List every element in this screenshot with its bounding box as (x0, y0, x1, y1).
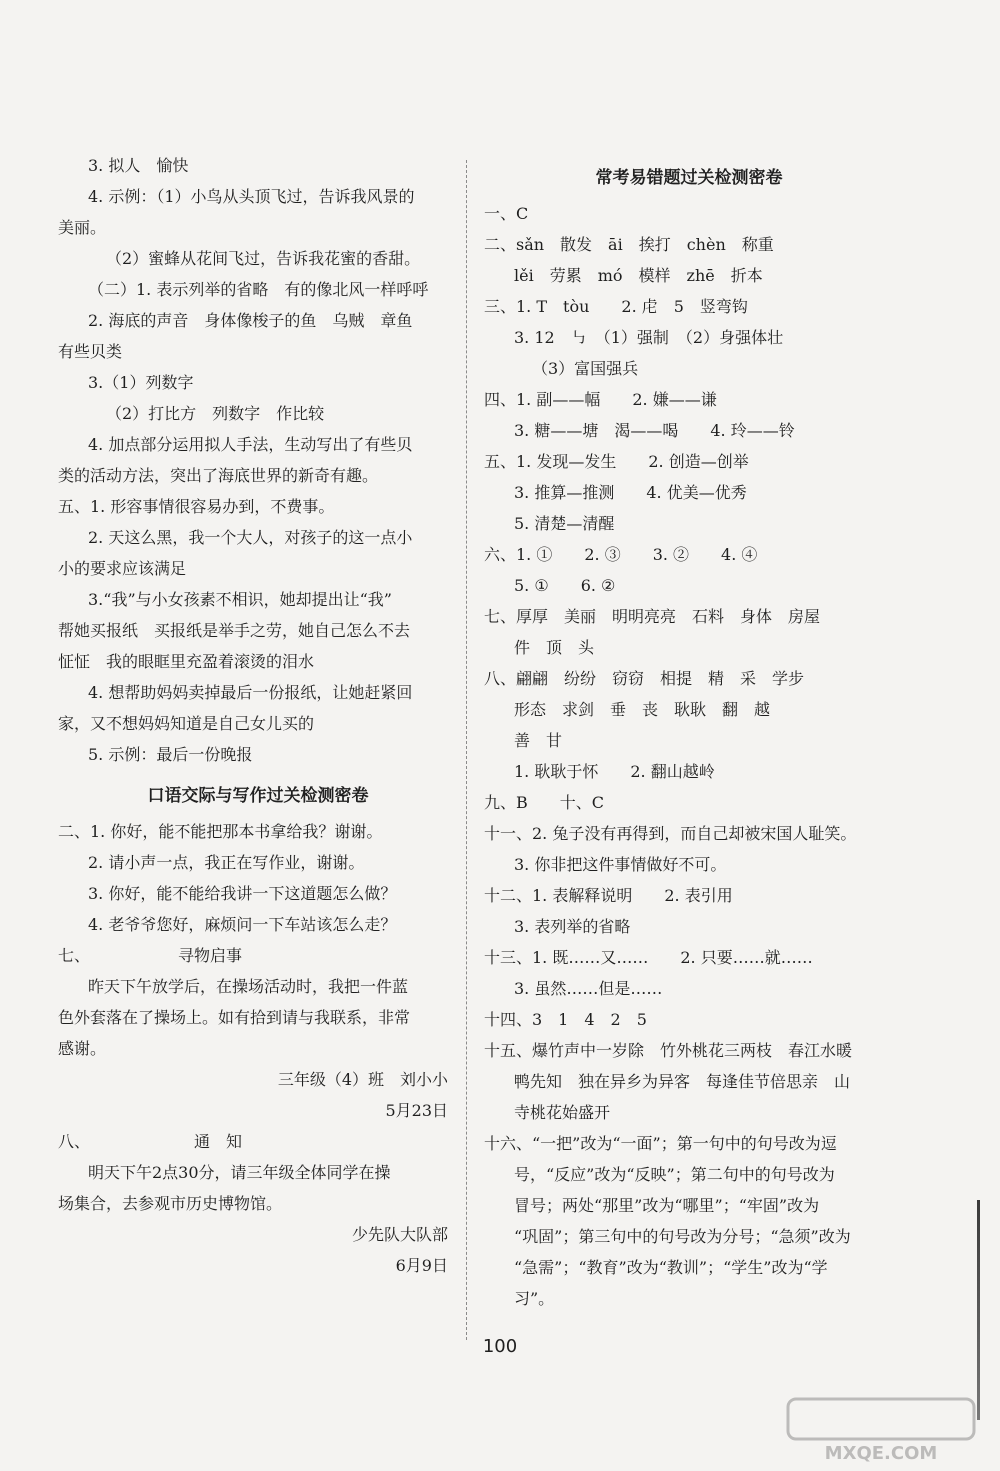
answer-line: 怔怔 我的眼眶里充盈着滚烫的泪水 (58, 652, 315, 671)
answer-line: （二）1. 表示列举的省略 有的像北风一样呼呼 (88, 280, 429, 299)
answer-line: 小的要求应该满足 (58, 559, 187, 578)
answer-line: 十一、2. 兔子没有再得到，而自己却被宋国人耻笑。 (484, 824, 857, 843)
answer-line: 4. 老爷爷您好，麻烦问一下车站该怎么走？ (88, 915, 397, 934)
answer-line: 5. 示例：最后一份晚报 (88, 745, 253, 764)
page-number: 100 (482, 1336, 518, 1357)
answer-line: 冒号；两处“那里”改为“哪里”；“牢固”改为 (514, 1196, 820, 1215)
answer-line: 类的活动方法，突出了海底世界的新奇有趣。 (58, 466, 379, 485)
answer-line: 十三、1. 既……又…… 2. 只要……就…… (484, 948, 813, 967)
answer-line: 3. 表列举的省略 (514, 917, 631, 936)
answer-line: 5. ① 6. ② (514, 576, 616, 595)
answer-line: 号，“反应”改为“反映”；第二句中的句号改为 (514, 1165, 835, 1184)
answer-line: 八、翩翩 纷纷 窃窃 相提 精 采 学步 (484, 669, 805, 688)
answer-line: 五、1. 形容事情很容易办到，不费事。 (58, 497, 335, 516)
answer-line: 5. 清楚—清醒 (514, 514, 615, 533)
answer-line: 2. 海底的声音 身体像梭子的鱼 乌贼 章鱼 (88, 311, 413, 330)
left-column (58, 150, 480, 1281)
answer-line: 3. 12 ㇉ （1）强制 （2）身强体壮 (514, 328, 784, 347)
answer-line: （2）打比方 列数字 作比较 (106, 404, 325, 423)
answer-line: 七、厚厚 美丽 明明亮亮 石料 身体 房屋 (484, 607, 821, 626)
answer-line: 九、B 十、C (484, 793, 605, 812)
answer-line: 色外套落在了操场上。如有拾到请与我联系，非常 (58, 1008, 411, 1027)
answer-line: 3. 拟人 愉快 (88, 156, 189, 175)
answer-line: 少先队大队部 (351, 1225, 448, 1244)
left-answers-oral-writing (58, 816, 480, 1281)
answer-line: 2. 请小声一点，我正在写作业，谢谢。 (88, 853, 365, 872)
answer-line: 3. 虽然……但是…… (514, 979, 663, 998)
answer-line: “急需”；“教育”改为“教训”；“学生”改为“学 (514, 1258, 828, 1277)
answer-line: 习”。 (514, 1289, 555, 1308)
answer-line: （2）蜜蜂从花间飞过，告诉我花蜜的香甜。 (106, 249, 421, 268)
answer-line: 六、1. ① 2. ③ 3. ② 4. ④ (484, 545, 758, 564)
answer-line: 1. 耿耿于怀 2. 翻山越岭 (514, 762, 715, 781)
answer-line: 3. 你非把这件事情做好不可。 (514, 855, 727, 874)
answer-line: （3）富国强兵 (532, 359, 639, 378)
answer-line: 3. 你好，能不能给我讲一下这道题怎么做？ (88, 884, 397, 903)
answer-line: 3.“我”与小女孩素不相识，她却提出让“我” (88, 590, 392, 609)
answer-line: 3. 糖——塘 渴——喝 4. 玲——铃 (514, 421, 795, 440)
answer-line: 3. 推算—推测 4. 优美—优秀 (514, 483, 747, 502)
right-answers (484, 198, 894, 1314)
answer-line: 3.（1）列数字 (88, 373, 194, 392)
answer-line: 场集合，去参观市历史博物馆。 (58, 1194, 283, 1213)
answer-line: 4. 想帮助妈妈卖掉最后一份报纸，让她赶紧回 (88, 683, 413, 702)
answer-line: 家，又不想妈妈知道是自己女儿买的 (58, 714, 315, 733)
answer-line: 美丽。 (58, 218, 107, 237)
answer-line: 十二、1. 表解释说明 2. 表引用 (484, 886, 733, 905)
answer-line: 十五、爆竹声中一岁除 竹外桃花三两枝 春江水暖 (484, 1041, 853, 1060)
right-column (484, 150, 894, 1314)
answer-line: 昨天下午放学后，在操场活动时，我把一件蓝 (88, 977, 409, 996)
answer-line: 五、1. 发现—发生 2. 创造—创举 (484, 452, 749, 471)
column-divider (466, 160, 467, 1340)
answer-line: 十六、“一把”改为“一面”；第一句中的句号改为逗 (484, 1134, 837, 1153)
answer-line: 5月23日 (385, 1101, 480, 1120)
answer-line: 有些贝类 (58, 342, 123, 361)
answer-line: 十四、3 1 4 2 5 (484, 1010, 647, 1029)
answer-line: 4. 示例：（1）小鸟从头顶飞过，告诉我风景的 (88, 187, 415, 206)
answer-line: 一、C (484, 204, 529, 223)
watermark-logo (786, 1397, 976, 1463)
left-answers (58, 150, 458, 770)
answer-line: 四、1. 副——幅 2. 嫌——谦 (484, 390, 717, 409)
answer-line: 帮她买报纸 买报纸是举手之劳，她自己怎么不去 (58, 621, 411, 640)
answer-line: 二、sǎn 散发 āi 挨打 chèn 称重 (484, 235, 774, 254)
watermark-text: MXQE.COM (824, 1443, 938, 1463)
section-title-oral-writing: 口语交际与写作过关检测密卷 (147, 786, 369, 806)
answer-line: 件 顶 头 (514, 638, 595, 657)
answer-line: 寺桃花始盛开 (514, 1103, 611, 1122)
answer-line: 八、 通 知 (58, 1132, 243, 1151)
answer-line: lěi 劳累 mó 模样 zhē 折本 (514, 266, 763, 285)
answer-line: 善 甘 (514, 731, 563, 750)
page-edge-shadow (977, 1200, 980, 1420)
answer-line: 形态 求剑 垂 丧 耿耿 翻 越 (514, 700, 771, 719)
answer-line: 4. 加点部分运用拟人手法，生动写出了有些贝 (88, 435, 413, 454)
answer-line: 6月9日 (395, 1256, 480, 1275)
answer-line: 感谢。 (58, 1039, 107, 1058)
section-title-common-errors: 常考易错题过关检测密卷 (595, 168, 783, 188)
answer-line: 二、1. 你好，能不能把那本书拿给我？谢谢。 (58, 822, 383, 841)
answer-line: 2. 天这么黑，我一个大人，对孩子的这一点小 (88, 528, 413, 547)
answer-line: “巩固”；第三句中的句号改为分号；“急须”改为 (514, 1227, 851, 1246)
answer-line: 三年级（4）班 刘小小 (277, 1070, 448, 1089)
answer-line: 鸭先知 独在异乡为异客 每逢佳节倍思亲 山 (514, 1072, 851, 1091)
answer-line: 七、 寻物启事 (58, 946, 243, 965)
answer-line: 明天下午2点30分，请三年级全体同学在操 (88, 1163, 391, 1182)
answer-line: 三、1. T tòu 2. 虍 5 竖弯钩 (484, 297, 748, 316)
